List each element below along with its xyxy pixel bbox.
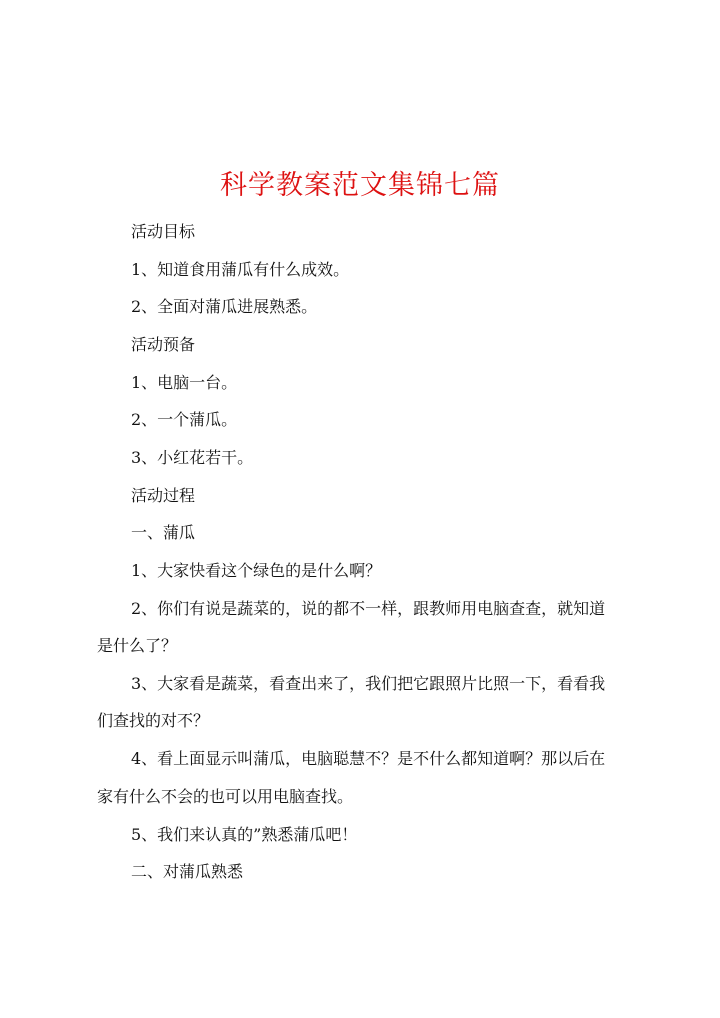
paragraph-step-2-line-2: 是什么了？	[97, 636, 178, 655]
paragraph-activity-goal-heading: 活动目标	[131, 222, 196, 241]
paragraph-step-2-line-1: 2、你们有说是蔬菜的，说的都不一样，跟教师用电脑查查，就知道	[131, 599, 606, 618]
paragraph-step-1: 1、大家快看这个绿色的是什么啊？	[131, 561, 382, 580]
paragraph-goal-1: 1、知道食用蒲瓜有什么成效。	[131, 260, 350, 279]
paragraph-prep-3: 3、小红花若干。	[131, 448, 254, 467]
paragraph-goal-2: 2、全面对蒲瓜进展熟悉。	[131, 297, 318, 316]
paragraph-activity-prep-heading: 活动预备	[131, 335, 196, 354]
paragraph-step-4-line-1: 4、看上面显示叫蒲瓜，电脑聪慧不？是不什么都知道啊？那以后在	[131, 749, 606, 768]
paragraph-activity-process-heading: 活动过程	[131, 486, 196, 505]
paragraph-step-5: 5、我们来认真的”熟悉蒲瓜吧！	[131, 825, 358, 844]
document-title: 科学教案范文集锦七篇	[220, 170, 500, 202]
paragraph-step-3-line-1: 3、大家看是蔬菜，看查出来了，我们把它跟照片比照一下，看看我	[131, 674, 606, 693]
paragraph-step-3-line-2: 们查找的对不？	[97, 711, 210, 730]
paragraph-step-4-line-2: 家有什么不会的也可以用电脑查找。	[97, 787, 354, 806]
paragraph-prep-2: 2、一个蒲瓜。	[131, 410, 238, 429]
paragraph-section-1-heading: 一、蒲瓜	[131, 523, 196, 542]
paragraph-prep-1: 1、电脑一台。	[131, 373, 238, 392]
paragraph-section-2-heading: 二、对蒲瓜熟悉	[131, 862, 244, 881]
